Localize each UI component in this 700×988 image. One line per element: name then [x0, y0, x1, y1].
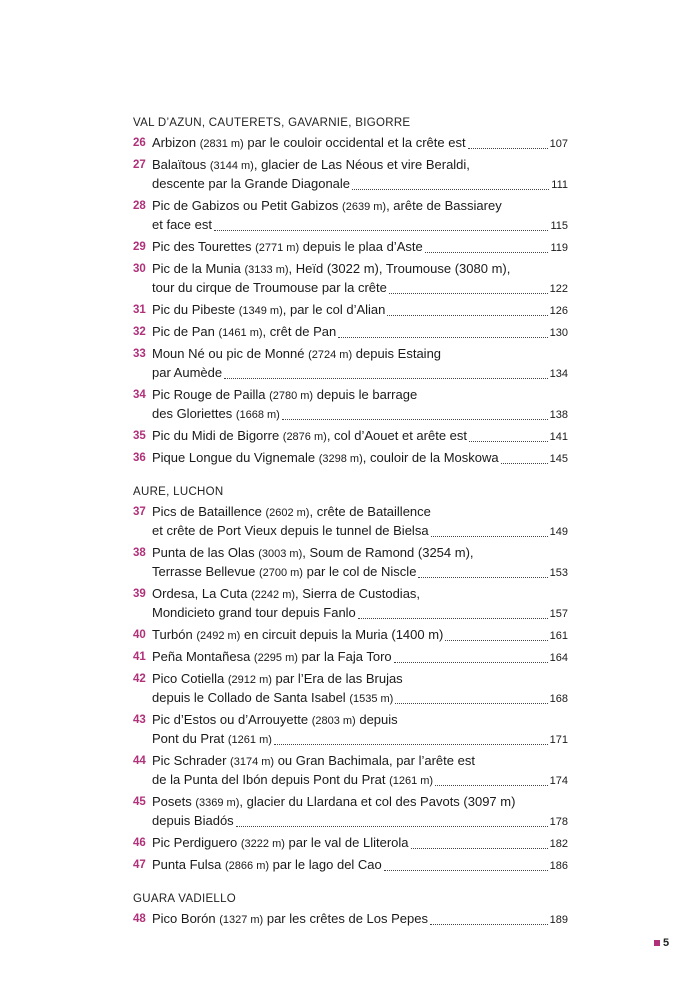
- entry-number: 38: [133, 547, 146, 559]
- entry-body: [152, 427, 568, 446]
- entry-title-text: des Gloriettes: [152, 406, 236, 421]
- entry-line: [152, 730, 568, 749]
- entry-body: [152, 544, 568, 582]
- entry-altitude: (1327 m): [219, 914, 264, 926]
- entry-altitude: (2639 m): [342, 201, 387, 213]
- dot-leader: [435, 784, 548, 786]
- entry-title-text: Pics de Bataillence: [152, 504, 266, 519]
- entry-title-text: , crête de Bataillence: [309, 504, 431, 519]
- dot-leader: [501, 462, 548, 464]
- toc-entry[interactable]: [133, 793, 568, 831]
- entry-line: [152, 626, 568, 645]
- entry-title-text: Pico Borón: [152, 911, 220, 926]
- dot-leader: [425, 251, 549, 253]
- entry-altitude: (2242 m): [251, 589, 296, 601]
- entry-title-text: par le val de Lliterola: [284, 835, 409, 850]
- dot-leader: [214, 229, 548, 231]
- entry-title-text: Pic d’Estos ou d’Arrouyette: [152, 712, 312, 727]
- entry-line: [152, 670, 568, 689]
- section-title: AURE, LUCHON: [133, 486, 224, 498]
- entry-body: [152, 345, 568, 383]
- entry-line: [152, 604, 568, 623]
- entry-altitude: (2724 m): [308, 349, 353, 361]
- entry-altitude: (3369 m): [195, 797, 240, 809]
- entry-number: 27: [133, 159, 146, 171]
- entry-altitude: (2912 m): [227, 674, 272, 686]
- entry-altitude: (1461 m): [218, 327, 263, 339]
- dot-leader: [384, 869, 548, 871]
- entry-title-text: , par le col d’Alian: [282, 302, 386, 317]
- entry-page-number: 161: [549, 630, 568, 642]
- toc-entry[interactable]: [133, 711, 568, 749]
- entry-body: [152, 626, 568, 645]
- entry-line: [152, 197, 568, 216]
- entry-title-text: descente par la Grande Diagonale: [152, 176, 351, 191]
- entry-page-number: 122: [549, 283, 568, 295]
- toc-entry[interactable]: [133, 323, 568, 342]
- entry-title-text: Mondicieto grand tour depuis Fanlo: [152, 605, 356, 620]
- entry-title-text: depuis: [355, 712, 398, 727]
- entry-title-text: Pique Longue du Vignemale: [152, 450, 319, 465]
- entry-number: 29: [133, 241, 146, 253]
- entry-title-text: en circuit depuis la Muria (1400 m): [240, 627, 444, 642]
- table-of-contents: [133, 116, 568, 932]
- entry-line: [152, 405, 568, 424]
- entry-page-number: 138: [549, 409, 568, 421]
- entry-altitude: (3144 m): [209, 160, 254, 172]
- entry-line: [152, 711, 568, 730]
- toc-entry[interactable]: [133, 856, 568, 875]
- dot-leader: [395, 702, 547, 704]
- entry-title-text: Posets: [152, 794, 196, 809]
- entry-line: [152, 771, 568, 790]
- entry-altitude: (2831 m): [199, 138, 244, 150]
- entry-line: [152, 585, 568, 604]
- entry-page-number: 164: [549, 652, 568, 664]
- entry-title-text: et crête de Port Vieux depuis le tunnel de Bielsa: [152, 523, 429, 538]
- entry-number: 40: [133, 629, 146, 641]
- entry-line: [152, 216, 568, 235]
- entry-line: [152, 793, 568, 812]
- entry-line: [152, 345, 568, 364]
- entry-page-number: 111: [551, 179, 568, 191]
- entry-body: [152, 648, 568, 667]
- entry-title-text: Turbón: [152, 627, 197, 642]
- entry-page-number: 145: [549, 453, 568, 465]
- entry-altitude: (3222 m): [240, 838, 285, 850]
- entry-number: 47: [133, 859, 146, 871]
- entry-line: [152, 522, 568, 541]
- dot-leader: [236, 825, 548, 827]
- entry-body: [152, 834, 568, 853]
- entry-number: 46: [133, 837, 146, 849]
- entry-line: [152, 689, 568, 708]
- dot-leader: [445, 639, 547, 641]
- entry-altitude: (1668 m): [235, 409, 280, 421]
- entry-line: [152, 238, 568, 257]
- entry-number: 45: [133, 796, 146, 808]
- entry-number: 37: [133, 506, 146, 518]
- dot-leader: [411, 847, 548, 849]
- entry-altitude: (2866 m): [225, 860, 270, 872]
- toc-entry[interactable]: [133, 670, 568, 708]
- toc-entry[interactable]: [133, 386, 568, 424]
- entry-altitude: (3174 m): [230, 756, 275, 768]
- dot-leader: [282, 418, 548, 420]
- entry-altitude: (2492 m): [196, 630, 241, 642]
- entry-title-text: Pont du Prat: [152, 731, 228, 746]
- entry-title-text: , glacier du Llardana et col des Pavots (3097 m): [239, 794, 516, 809]
- entry-line: [152, 386, 568, 405]
- entry-number: 44: [133, 755, 146, 767]
- entry-page-number: 115: [550, 220, 568, 232]
- entry-body: [152, 197, 568, 235]
- entry-body: [152, 503, 568, 541]
- entry-title-text: Moun Né ou pic de Monné: [152, 346, 309, 361]
- entry-page-number: 153: [549, 567, 568, 579]
- entry-title-text: par l’Era de las Brujas: [271, 671, 403, 686]
- entry-title-text: , Soum de Ramond (3254 m),: [302, 545, 474, 560]
- entry-title-text: Peña Montañesa: [152, 649, 254, 664]
- entry-altitude: (1535 m): [349, 693, 394, 705]
- dot-leader: [469, 440, 548, 442]
- dot-leader: [394, 661, 548, 663]
- entry-body: [152, 323, 568, 342]
- entry-number: 39: [133, 588, 146, 600]
- entry-body: [152, 670, 568, 708]
- entry-title-text: depuis Estaing: [352, 346, 442, 361]
- entry-title-text: depuis le plaa d’Aste: [299, 239, 423, 254]
- entry-title-text: Punta de las Olas: [152, 545, 259, 560]
- entry-title-text: Pic de Gabizos ou Petit Gabizos: [152, 198, 343, 213]
- entry-title-text: Ordesa, La Cuta: [152, 586, 251, 601]
- entry-line: [152, 812, 568, 831]
- entry-title-text: Pic du Pibeste: [152, 302, 239, 317]
- toc-entry[interactable]: [133, 585, 568, 623]
- entry-body: [152, 301, 568, 320]
- entry-body: [152, 156, 568, 194]
- dot-leader: [352, 188, 549, 190]
- entry-altitude: (1261 m): [389, 775, 434, 787]
- entry-line: [152, 449, 568, 468]
- toc-entry[interactable]: [133, 156, 568, 194]
- entry-number: 34: [133, 389, 146, 401]
- entry-title-text: , crêt de Pan: [262, 324, 337, 339]
- entry-title-text: , Heïd (3022 m), Troumouse (3080 m),: [288, 261, 511, 276]
- entry-title-text: Arbizon: [152, 135, 200, 150]
- entry-line: [152, 834, 568, 853]
- entry-page-number: 171: [549, 734, 568, 746]
- entry-number: 26: [133, 137, 146, 149]
- section-title: VAL D’AZUN, CAUTERETS, GAVARNIE, BIGORRE: [133, 117, 411, 129]
- entry-altitude: (3298 m): [318, 453, 363, 465]
- entry-number: 48: [133, 913, 146, 925]
- entry-page-number: 178: [549, 816, 568, 828]
- entry-title-text: Pic des Tourettes: [152, 239, 256, 254]
- entry-title-text: Pic de la Munia: [152, 261, 245, 276]
- toc-entry[interactable]: [133, 648, 568, 667]
- entry-title-text: et face est: [152, 217, 212, 232]
- entry-page-number: 134: [549, 368, 568, 380]
- entry-page-number: 126: [549, 305, 568, 317]
- toc-entry[interactable]: [133, 503, 568, 541]
- entry-page-number: 119: [550, 242, 568, 254]
- entry-title-text: , arête de Bassiarey: [386, 198, 502, 213]
- entry-line: [152, 260, 568, 279]
- dot-leader: [387, 314, 547, 316]
- entry-title-text: depuis le barrage: [313, 387, 418, 402]
- toc-entry[interactable]: [133, 752, 568, 790]
- entry-number: 31: [133, 304, 146, 316]
- toc-entry[interactable]: [133, 449, 568, 468]
- entry-title-text: par les crêtes de Los Pepes: [263, 911, 428, 926]
- entry-line: [152, 856, 568, 875]
- entry-number: 42: [133, 673, 146, 685]
- entry-number: 35: [133, 430, 146, 442]
- toc-entry[interactable]: [133, 134, 568, 153]
- entry-page-number: 107: [549, 138, 568, 150]
- entry-title-text: Pic de Pan: [152, 324, 219, 339]
- entry-title-text: par Aumède: [152, 365, 223, 380]
- section-title: GUARA VADIELLO: [133, 893, 237, 905]
- dot-leader: [430, 923, 548, 925]
- entry-line: [152, 544, 568, 563]
- toc-section: [133, 116, 568, 468]
- entry-altitude: (1261 m): [227, 734, 272, 746]
- toc-entry[interactable]: [133, 834, 568, 853]
- entry-body: [152, 386, 568, 424]
- footer-square-marker: [654, 940, 660, 946]
- entry-altitude: (2876 m): [282, 431, 327, 443]
- entry-title-text: depuis le Collado de Santa Isabel: [152, 690, 350, 705]
- entry-title-text: par le col de Niscle: [302, 564, 417, 579]
- entry-page-number: 157: [549, 608, 568, 620]
- toc-entry[interactable]: [133, 910, 568, 929]
- entry-page-number: 168: [549, 693, 568, 705]
- dot-leader: [358, 617, 548, 619]
- entry-line: [152, 134, 568, 153]
- entry-altitude: (2771 m): [255, 242, 300, 254]
- entry-number: 30: [133, 263, 146, 275]
- toc-entry[interactable]: [133, 427, 568, 446]
- toc-entry[interactable]: [133, 260, 568, 298]
- toc-entry[interactable]: [133, 544, 568, 582]
- entry-body: [152, 449, 568, 468]
- dot-leader: [468, 147, 548, 149]
- entry-title-text: Balaïtous: [152, 157, 210, 172]
- dot-leader: [224, 377, 548, 379]
- entry-body: [152, 856, 568, 875]
- entry-title-text: Pic Rouge de Pailla: [152, 387, 270, 402]
- entry-altitude: (1349 m): [238, 305, 283, 317]
- entry-title-text: de la Punta del Ibón depuis Pont du Prat: [152, 772, 390, 787]
- entry-altitude: (2602 m): [265, 507, 310, 519]
- entry-number: 28: [133, 200, 146, 212]
- entry-altitude: (3003 m): [258, 548, 303, 560]
- entry-page-number: 149: [549, 526, 568, 538]
- dot-leader: [274, 743, 548, 745]
- entry-line: [152, 648, 568, 667]
- entry-title-text: , couloir de la Moskowa: [362, 450, 499, 465]
- entry-line: [152, 175, 568, 194]
- entry-title-text: Pic Perdiguero: [152, 835, 241, 850]
- entry-page-number: 182: [549, 838, 568, 850]
- entry-line: [152, 563, 568, 582]
- entry-number: 33: [133, 348, 146, 360]
- entry-title-text: ou Gran Bachimala, par l’arête est: [274, 753, 475, 768]
- toc-entry[interactable]: [133, 301, 568, 320]
- entry-title-text: depuis Biadós: [152, 813, 234, 828]
- entry-title-text: Pic du Midi de Bigorre: [152, 428, 283, 443]
- entry-title-text: , Sierra de Custodias,: [295, 586, 421, 601]
- dot-leader: [431, 535, 548, 537]
- entry-line: [152, 427, 568, 446]
- entry-title-text: Terrasse Bellevue: [152, 564, 259, 579]
- toc-entry[interactable]: [133, 345, 568, 383]
- entry-page-number: 130: [549, 327, 568, 339]
- dot-leader: [389, 292, 548, 294]
- entry-number: 41: [133, 651, 146, 663]
- entry-altitude: (2700 m): [258, 567, 303, 579]
- entry-title-text: tour du cirque de Troumouse par la crête: [152, 280, 387, 295]
- entry-body: [152, 752, 568, 790]
- toc-section: [133, 892, 568, 929]
- page-footer: [654, 937, 669, 949]
- toc-entry[interactable]: [133, 626, 568, 645]
- entry-title-text: par la Faja Toro: [297, 649, 392, 664]
- entry-body: [152, 793, 568, 831]
- entry-line: [152, 301, 568, 320]
- entry-title-text: par le couloir occidental et la crête est: [243, 135, 466, 150]
- entry-altitude: (3133 m): [244, 264, 289, 276]
- entry-line: [152, 323, 568, 342]
- entry-line: [152, 503, 568, 522]
- dot-leader: [338, 336, 547, 338]
- entry-page-number: 189: [549, 914, 568, 926]
- entry-title-text: , glacier de Las Néous et vire Beraldi,: [253, 157, 470, 172]
- entry-number: 32: [133, 326, 146, 338]
- entry-body: [152, 134, 568, 153]
- page-number: 5: [663, 937, 670, 949]
- toc-entry[interactable]: [133, 238, 568, 257]
- entry-body: [152, 238, 568, 257]
- entry-line: [152, 364, 568, 383]
- entry-page-number: 141: [549, 431, 568, 443]
- entry-body: [152, 585, 568, 623]
- entry-line: [152, 156, 568, 175]
- entry-number: 36: [133, 452, 146, 464]
- entry-altitude: (2803 m): [311, 715, 356, 727]
- entry-body: [152, 910, 568, 929]
- entry-title-text: Pico Cotiella: [152, 671, 228, 686]
- entry-number: 43: [133, 714, 146, 726]
- entry-title-text: par le lago del Cao: [269, 857, 382, 872]
- entry-title-text: Pic Schrader: [152, 753, 231, 768]
- toc-entry[interactable]: [133, 197, 568, 235]
- entry-body: [152, 260, 568, 298]
- entry-altitude: (2780 m): [269, 390, 314, 402]
- entry-page-number: 186: [549, 860, 568, 872]
- dot-leader: [418, 576, 547, 578]
- toc-section: [133, 485, 568, 875]
- entry-line: [152, 910, 568, 929]
- entry-title-text: , col d’Aouet et arête est: [326, 428, 468, 443]
- entry-title-text: Punta Fulsa: [152, 857, 225, 872]
- entry-altitude: (2295 m): [253, 652, 298, 664]
- entry-line: [152, 279, 568, 298]
- entry-page-number: 174: [549, 775, 568, 787]
- entry-line: [152, 752, 568, 771]
- entry-body: [152, 711, 568, 749]
